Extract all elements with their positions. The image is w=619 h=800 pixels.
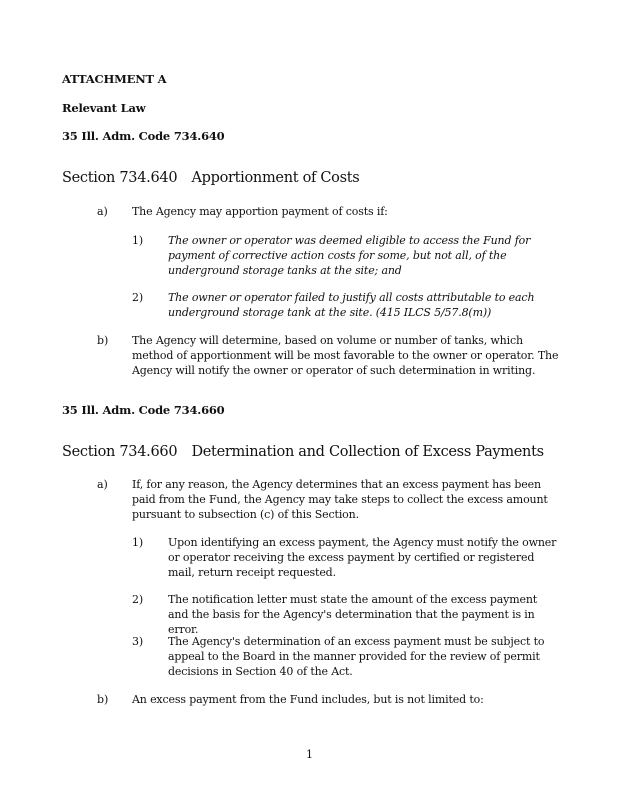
item-text: If, for any reason, the Agency determines that an excess payment has been paid from the Fund, the Agency may take steps to collect the excess amount pursuant to subsection (c) of this Section. (132, 478, 548, 521)
item-label: 2) (132, 593, 144, 606)
item-label: b) (97, 693, 109, 706)
item-text: The owner or operator was deemed eligible to access the Fund for payment of corrective action costs for some, but not all, of the underground storage tanks at the site; and (168, 234, 531, 277)
item-label: b) (97, 334, 109, 347)
code-reference-660: 35 Ill. Adm. Code 734.660 (62, 403, 225, 417)
item-text: Upon identifying an excess payment, the Agency must notify the owner or operator receiving the excess payment by certified or registered mail, return receipt requested. (168, 536, 557, 579)
item-label: 2) (132, 291, 144, 304)
code-reference-640: 35 Ill. Adm. Code 734.640 (62, 129, 225, 143)
item-label: 1) (132, 536, 144, 549)
page-number: 1 (306, 748, 313, 761)
item-label: a) (97, 205, 108, 218)
relevant-law-heading: Relevant Law (62, 101, 146, 115)
section-heading-660: Section 734.660 Determination and Collection of Excess Payments (62, 444, 544, 460)
item-text: The Agency's determination of an excess payment must be subject to appeal to the Board in the manner provided for the review of permit decisions in Section 40 of the Act. (168, 635, 545, 678)
item-text: The owner or operator failed to justify all costs attributable to each underground storage tank at the site. (415 ILCS 5/57.8(m)) (168, 291, 535, 319)
section-heading-640: Section 734.640 Apportionment of Costs (62, 170, 360, 186)
item-label: a) (97, 478, 108, 491)
item-label: 3) (132, 635, 144, 648)
item-text: The notification letter must state the amount of the excess payment and the basis for the Agency's determination that the payment is in error. (168, 593, 538, 636)
item-text: An excess payment from the Fund includes, but is not limited to: (132, 693, 484, 706)
item-text: The Agency may apportion payment of costs if: (132, 205, 388, 218)
item-label: 1) (132, 234, 144, 247)
attachment-title: ATTACHMENT A (62, 72, 167, 86)
item-text: The Agency will determine, based on volume or number of tanks, which method of apportionment will be most favorable to the owner or operator. The Agency will notify the owner or operator of such determination in writing. (132, 334, 559, 377)
